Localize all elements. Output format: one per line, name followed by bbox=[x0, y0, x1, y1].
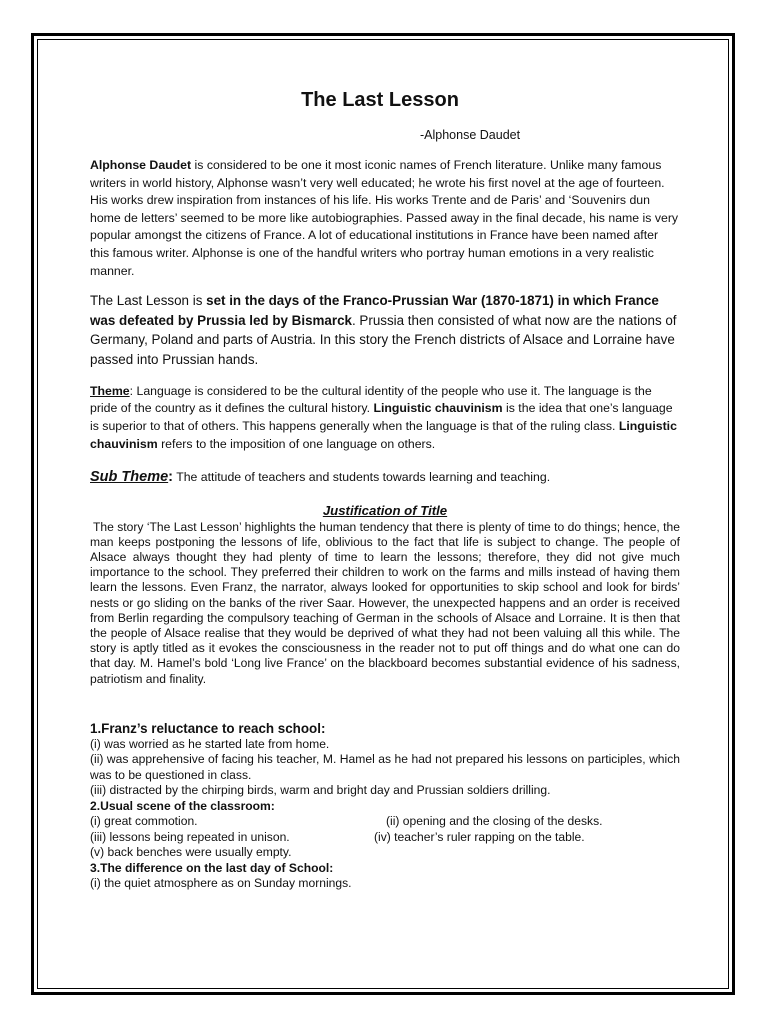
theme-bold-2: Linguistic chauvinism bbox=[90, 419, 677, 451]
sub-theme-paragraph bbox=[90, 468, 680, 486]
setting-bold: set in the days of the Franco-Prussian War (1870-1871) in which France was defeated by Prussia led by Bismarck bbox=[90, 293, 659, 328]
setting-lead: The Last Lesson is bbox=[90, 293, 207, 309]
point-2-iii: (iii) lessons being repeated in unison. bbox=[90, 829, 290, 844]
point-2-i: (i) great commotion. bbox=[90, 814, 198, 829]
intro-text: is considered to be one it most iconic names of French literature. Unlike many famous writers in world history, Alphonse wasn’t very well educated; he wrote his first novel at the age of fourteen. His works drew inspiration from instances of his life. His works Trente and de Paris’ and ‘Souvenirs dun home de letters’ seemed to be more like autobiographies. Passed away in the final decade, his name is very popular amongst the citizens of France. A lot of educational institutions in France have been named after this famous writer. Alphonse is one of the handful writers who portray human emotions in a very realistic manner. bbox=[90, 158, 679, 278]
document-content bbox=[90, 88, 680, 892]
justification-heading: Justification of Title bbox=[322, 502, 448, 518]
point-heading-2: 2.Usual scene of the classroom: bbox=[90, 798, 275, 813]
sub-theme-text: The attitude of teachers and students towards learning and teaching. bbox=[173, 469, 551, 484]
theme-label: Theme bbox=[90, 383, 130, 398]
intro-paragraph bbox=[90, 157, 680, 280]
point-2-row-1 bbox=[90, 814, 680, 830]
sub-theme-colon: : bbox=[168, 468, 173, 485]
setting-paragraph bbox=[90, 291, 680, 369]
theme-text-3: refers to the imposition of one language on others. bbox=[157, 436, 436, 451]
summary-points bbox=[90, 720, 680, 892]
point-1-ii: (ii) was apprehensive of facing his teacher, M. Hamel as he had not prepared his lessons on participles, which was to be questioned in class. bbox=[90, 752, 680, 782]
theme-bold-1: Linguistic chauvinism bbox=[373, 401, 503, 416]
author-name: Alphonse Daudet bbox=[90, 158, 192, 172]
point-2-ii: (ii) opening and the closing of the desks. bbox=[386, 814, 603, 829]
justification-text: The story ‘The Last Lesson’ highlights the human tendency that there is plenty of time to do things; hence, the man keeps postponing the lessons of life, oblivious to the fact that life is subject to change. The people of Alsace always thought they had plenty of time to learn the lessons; therefore, they did not give much importance to the school. They preferred their children to work on the farms and mills instead of having them learn the lessons. Even Franz, the narrator, always looked for opportunities to skip school and look for birds’ nests or go sliding on the banks of the river Saar. However, the unexpected happens and an order is received from Berlin regarding the compulsory teaching of German in the schools of Alsace and Lorraine. It is then that the people of Alsace realise that they would be deprived of what they had not been valuing all this while. The story is aptly titled as it evokes the consciousness in the reader not to put off things and do what one can do that day. M. Hamel’s bold ‘Long live France’ on the blackboard becomes substantial evidence of his sadness, patriotism and finality. bbox=[90, 519, 680, 686]
point-heading-3: 3.The difference on the last day of School: bbox=[90, 860, 334, 875]
point-3-i: (i) the quiet atmosphere as on Sunday mornings. bbox=[90, 876, 352, 891]
theme-paragraph bbox=[90, 383, 680, 454]
point-2-v: (v) back benches were usually empty. bbox=[90, 845, 292, 860]
point-heading-1: 1.Franz’s reluctance to reach school: bbox=[90, 720, 326, 736]
theme-text-2: is the idea that one’s language is superior to that of others. This happens generally when the language is that of the ruling class. bbox=[90, 401, 673, 434]
justification-body bbox=[90, 520, 680, 687]
author-line: -Alphonse Daudet bbox=[420, 128, 521, 142]
sub-theme-label: Sub Theme bbox=[90, 468, 169, 485]
point-1-iii: (iii) distracted by the chirping birds, warm and bright day and Prussian soldiers drilling. bbox=[90, 783, 551, 798]
point-2-iv: (iv) teacher’s ruler rapping on the table. bbox=[374, 829, 585, 844]
point-2-row-2 bbox=[90, 830, 680, 846]
document-title: The Last Lesson bbox=[301, 89, 459, 111]
point-1-i: (i) was worried as he started late from home. bbox=[90, 736, 330, 751]
theme-text-1: : Language is considered to be the cultural identity of the people who use it. The language is the pride of the country as it defines the cultural history. bbox=[90, 383, 652, 416]
setting-rest: . Prussia then consisted of what now are the nations of Germany, Poland and parts of Austria. In this story the French districts of Alsace and Lorraine have passed into Prussian hands. bbox=[90, 312, 677, 367]
